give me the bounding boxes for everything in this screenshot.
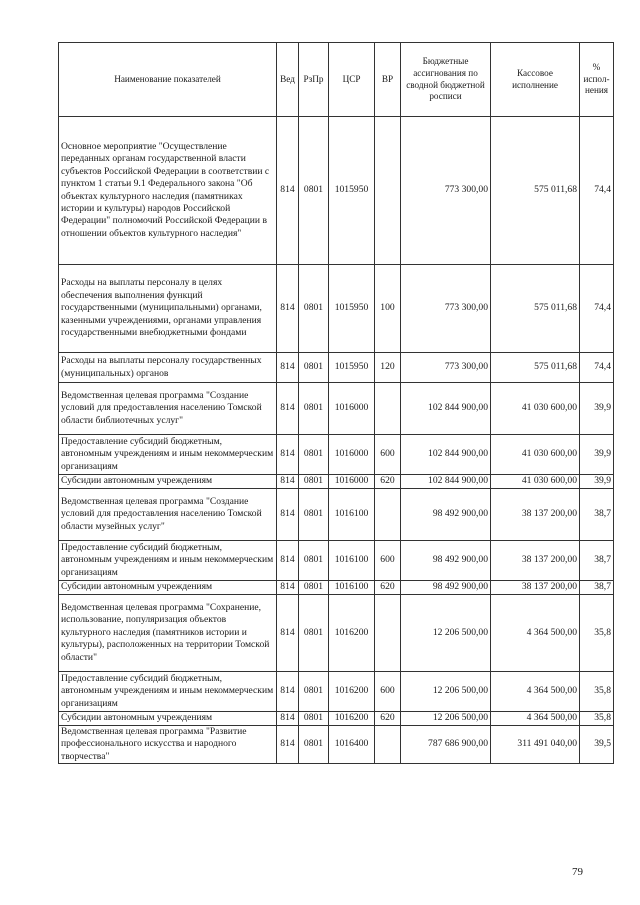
table-row [59, 595, 614, 672]
cell-vr [375, 117, 401, 265]
cell-name: Основное мероприятие "Осуществление переданных органам государственной власти субъектов Российской Федерации в соответствии с пунктом 1 статьи 9.1 Федерального закона "Об объектах культурного наследия (памятниках истории и культуры) народов Российской Федерации" полномочий Российской Федерации в отношении объектов культурного наследия" [59, 117, 277, 265]
cell-rzpr: 0801 [299, 353, 329, 383]
table-row [59, 117, 614, 265]
cell-ved: 814 [277, 595, 299, 672]
table-body [59, 117, 614, 764]
cell-rzpr: 0801 [299, 672, 329, 712]
cell-percent: 39,9 [580, 383, 614, 435]
table-row [59, 435, 614, 475]
table-row [59, 265, 614, 353]
cell-rzpr: 0801 [299, 712, 329, 726]
cell-vr [375, 726, 401, 764]
cell-name: Ведомственная целевая программа "Сохранение, использование, популяризация объектов культурного наследия (памятников истории и культуры), расположенных на территории Томской области" [59, 595, 277, 672]
cell-percent: 38,7 [580, 581, 614, 595]
cell-planned: 102 844 900,00 [401, 475, 491, 489]
cell-name: Ведомственная целевая программа "Создание условий для предоставления населению Томской области музейных услуг" [59, 489, 277, 541]
cell-actual: 4 364 500,00 [491, 672, 580, 712]
cell-ved: 814 [277, 117, 299, 265]
cell-percent: 39,9 [580, 435, 614, 475]
cell-ved: 814 [277, 475, 299, 489]
cell-actual: 41 030 600,00 [491, 475, 580, 489]
cell-ved: 814 [277, 541, 299, 581]
cell-ved: 814 [277, 265, 299, 353]
cell-vr: 600 [375, 672, 401, 712]
cell-csr: 1016000 [329, 435, 375, 475]
cell-rzpr: 0801 [299, 383, 329, 435]
cell-planned: 102 844 900,00 [401, 383, 491, 435]
cell-actual: 41 030 600,00 [491, 383, 580, 435]
cell-name: Расходы на выплаты персоналу в целях обеспечения выполнения функций государственными (муниципальными) органами, казенными учреждениями, органами управления государственными внебюджетными фондами [59, 265, 277, 353]
cell-percent: 74,4 [580, 117, 614, 265]
cell-rzpr: 0801 [299, 117, 329, 265]
table-row [59, 475, 614, 489]
cell-ved: 814 [277, 383, 299, 435]
cell-rzpr: 0801 [299, 581, 329, 595]
cell-csr: 1016200 [329, 712, 375, 726]
cell-percent: 39,5 [580, 726, 614, 764]
page-number: 79 [572, 866, 583, 878]
cell-name: Субсидии автономным учреждениям [59, 712, 277, 726]
cell-planned: 773 300,00 [401, 353, 491, 383]
cell-planned: 102 844 900,00 [401, 435, 491, 475]
cell-actual: 38 137 200,00 [491, 489, 580, 541]
table-row [59, 353, 614, 383]
cell-planned: 12 206 500,00 [401, 672, 491, 712]
cell-rzpr: 0801 [299, 265, 329, 353]
cell-vr: 100 [375, 265, 401, 353]
cell-planned: 98 492 900,00 [401, 581, 491, 595]
header-csr: ЦСР [329, 43, 375, 117]
cell-vr [375, 489, 401, 541]
cell-name: Субсидии автономным учреждениям [59, 581, 277, 595]
header-name: Наименование показателей [59, 43, 277, 117]
cell-ved: 814 [277, 712, 299, 726]
cell-name: Ведомственная целевая программа "Развитие профессионального искусства и народного творчества" [59, 726, 277, 764]
cell-csr: 1016100 [329, 541, 375, 581]
cell-vr: 620 [375, 475, 401, 489]
cell-planned: 98 492 900,00 [401, 541, 491, 581]
cell-rzpr: 0801 [299, 541, 329, 581]
cell-percent: 38,7 [580, 541, 614, 581]
cell-actual: 575 011,68 [491, 117, 580, 265]
cell-csr: 1016200 [329, 595, 375, 672]
cell-csr: 1016400 [329, 726, 375, 764]
table-row [59, 712, 614, 726]
cell-percent: 74,4 [580, 353, 614, 383]
table-row [59, 726, 614, 764]
cell-vr [375, 383, 401, 435]
cell-actual: 38 137 200,00 [491, 581, 580, 595]
cell-planned: 12 206 500,00 [401, 712, 491, 726]
cell-percent: 39,9 [580, 475, 614, 489]
cell-csr: 1015950 [329, 117, 375, 265]
cell-name: Предоставление субсидий бюджетным, автономным учреждениям и иным некоммерческим организациям [59, 541, 277, 581]
header-ved: Вед [277, 43, 299, 117]
cell-actual: 38 137 200,00 [491, 541, 580, 581]
cell-planned: 773 300,00 [401, 265, 491, 353]
header-vr: ВР [375, 43, 401, 117]
cell-name: Ведомственная целевая программа "Создание условий для предоставления населению Томской области библиотечных услуг" [59, 383, 277, 435]
budget-execution-table [58, 42, 614, 764]
cell-percent: 74,4 [580, 265, 614, 353]
cell-percent: 35,8 [580, 712, 614, 726]
cell-csr: 1016000 [329, 475, 375, 489]
cell-ved: 814 [277, 581, 299, 595]
cell-rzpr: 0801 [299, 595, 329, 672]
cell-ved: 814 [277, 726, 299, 764]
cell-ved: 814 [277, 435, 299, 475]
cell-csr: 1016200 [329, 672, 375, 712]
cell-vr: 600 [375, 435, 401, 475]
cell-name: Предоставление субсидий бюджетным, автономным учреждениям и иным некоммерческим организациям [59, 672, 277, 712]
cell-csr: 1016100 [329, 489, 375, 541]
table-header-row [59, 43, 614, 117]
cell-actual: 4 364 500,00 [491, 595, 580, 672]
header-actual: Кассовое исполнение [491, 43, 580, 117]
cell-vr [375, 595, 401, 672]
cell-vr: 120 [375, 353, 401, 383]
cell-rzpr: 0801 [299, 435, 329, 475]
cell-percent: 35,8 [580, 595, 614, 672]
cell-planned: 787 686 900,00 [401, 726, 491, 764]
cell-csr: 1015950 [329, 353, 375, 383]
cell-ved: 814 [277, 489, 299, 541]
cell-csr: 1016100 [329, 581, 375, 595]
cell-vr: 600 [375, 541, 401, 581]
cell-rzpr: 0801 [299, 726, 329, 764]
table-row [59, 489, 614, 541]
cell-planned: 12 206 500,00 [401, 595, 491, 672]
cell-name: Субсидии автономным учреждениям [59, 475, 277, 489]
cell-csr: 1016000 [329, 383, 375, 435]
cell-ved: 814 [277, 353, 299, 383]
header-planned: Бюджетные ассигнования по сводной бюджетной росписи [401, 43, 491, 117]
cell-vr: 620 [375, 712, 401, 726]
table-row [59, 541, 614, 581]
cell-actual: 311 491 040,00 [491, 726, 580, 764]
cell-actual: 4 364 500,00 [491, 712, 580, 726]
cell-actual: 575 011,68 [491, 265, 580, 353]
cell-rzpr: 0801 [299, 489, 329, 541]
cell-vr: 620 [375, 581, 401, 595]
header-rzpr: РзПр [299, 43, 329, 117]
cell-name: Расходы на выплаты персоналу государственных (муниципальных) органов [59, 353, 277, 383]
table-row [59, 581, 614, 595]
cell-percent: 38,7 [580, 489, 614, 541]
cell-actual: 41 030 600,00 [491, 435, 580, 475]
cell-rzpr: 0801 [299, 475, 329, 489]
cell-ved: 814 [277, 672, 299, 712]
cell-csr: 1015950 [329, 265, 375, 353]
cell-name: Предоставление субсидий бюджетным, автономным учреждениям и иным некоммерческим организациям [59, 435, 277, 475]
cell-planned: 98 492 900,00 [401, 489, 491, 541]
cell-actual: 575 011,68 [491, 353, 580, 383]
table-row [59, 383, 614, 435]
cell-planned: 773 300,00 [401, 117, 491, 265]
table-row [59, 672, 614, 712]
cell-percent: 35,8 [580, 672, 614, 712]
header-percent: % испол-нения [580, 43, 614, 117]
